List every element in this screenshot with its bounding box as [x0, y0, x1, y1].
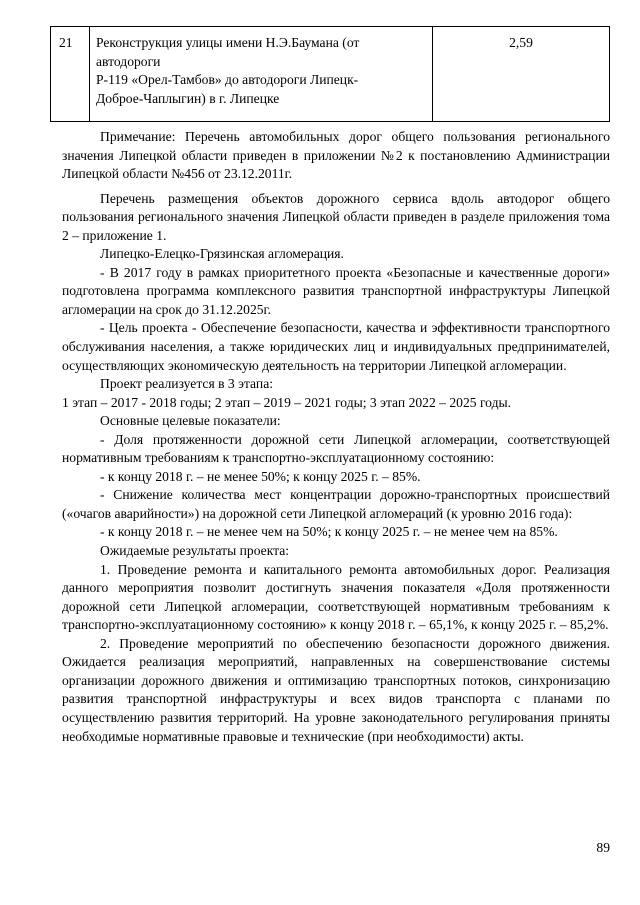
stages-heading: Проект реализуется в 3 этапа: — [100, 376, 274, 392]
indicators-heading: Основные целевые показатели: — [100, 413, 281, 429]
body-text — [62, 128, 610, 746]
result-repair-paragraph: 1. Проведение ремонта и капитального ремонта автомобильных дорог. Реализация данного мероприятия позволит достигнуть значения показателя «Доля протяженности дорожной сети Липецкой агломерации, соответствующей нормативным требованиям к транспортно-эксплуатационному состоянию» к концу 2018 г. – 65,1%, к концу 2025 г. – 85,2%. — [62, 561, 610, 633]
road-name-line: автодороги — [96, 53, 161, 69]
indicator-road-share: - Доля протяженности дорожной сети Липецкой агломерации, соответствующей нормативным требованиям к транспортно-эксплуатационному состоянию: — [62, 431, 610, 466]
note-paragraph: Примечание: Перечень автомобильных дорог общего пользования регионального значения Липецкой области приведен в приложении №2 к постановлению Администрации Липецкой области №456 от 23.12.2011г. — [62, 129, 610, 182]
indicator-road-share-values: - к концу 2018 г. – не менее 50%; к концу 2025 г. – 85%. — [100, 468, 421, 484]
indicator-accidents: - Снижение количества мест концентрации дорожно-транспортных происшествий («очагов аварийности») на дорожной сети Липецкой агломераций (к уровню 2016 года): — [62, 487, 610, 521]
road-name-cell — [90, 27, 433, 122]
road-name-line: Доброе-Чаплыгин) в г. Липецке — [96, 90, 280, 106]
road-length-value: 2,59 — [433, 27, 610, 122]
road-name-line: Р-119 «Орел-Тамбов» до автодороги Липецк- — [96, 72, 359, 87]
table-row — [51, 27, 610, 122]
roads-table — [50, 26, 610, 122]
road-name-line: Реконструкция улицы имени Н.Э.Баумана (от — [96, 35, 360, 50]
row-number: 21 — [51, 27, 90, 122]
service-objects-paragraph: Перечень размещения объектов дорожного сервиса вдоль автодорог общего пользования регионального значения Липецкой области приведен в разделе приложения тома 2 – приложение 1. — [62, 190, 610, 243]
program-paragraph: - В 2017 году в рамках приоритетного проекта «Безопасные и качественные дороги» подготовлена программа комплексного развития транспортной инфраструктуры Липецкой агломерации на срок до 31.12.2025г. — [62, 264, 610, 317]
page-number: 89 — [596, 840, 610, 855]
agglomeration-heading: Липецко-Елецко-Грязинская агломерация. — [100, 246, 344, 262]
result-safety-paragraph: 2. Проведение мероприятий по обеспечению безопасности дорожного движения. Ожидается реализация мероприятий, направленных на совершенствование системы организации дорожного движения и оптимизацию транспортных потоков, синхронизацию развития транспортной инфраструктуры и всех видов транспорта с планами по осуществлению развития территорий. На уровне законодательного регулирования приняты необходимые нормативные правовые и технические (при необходимости) акты. — [62, 635, 610, 744]
project-goal-paragraph: - Цель проекта - Обеспечение безопасности, качества и эффективности транспортного обслуживания населения, а также юридических лиц и индивидуальных предпринимателей, осуществляющих экономическую деятельность на территории Липецкой агломерации. — [62, 320, 610, 373]
results-heading: Ожидаемые результаты проекта: — [100, 543, 290, 559]
stages-list: 1 этап – 2017 - 2018 годы; 2 этап – 2019 – 2021 годы; 3 этап 2022 – 2025 годы. — [62, 394, 512, 410]
indicator-accidents-values: - к концу 2018 г. – не менее чем на 50%; к концу 2025 г. – не менее чем на 85%. — [100, 524, 558, 540]
